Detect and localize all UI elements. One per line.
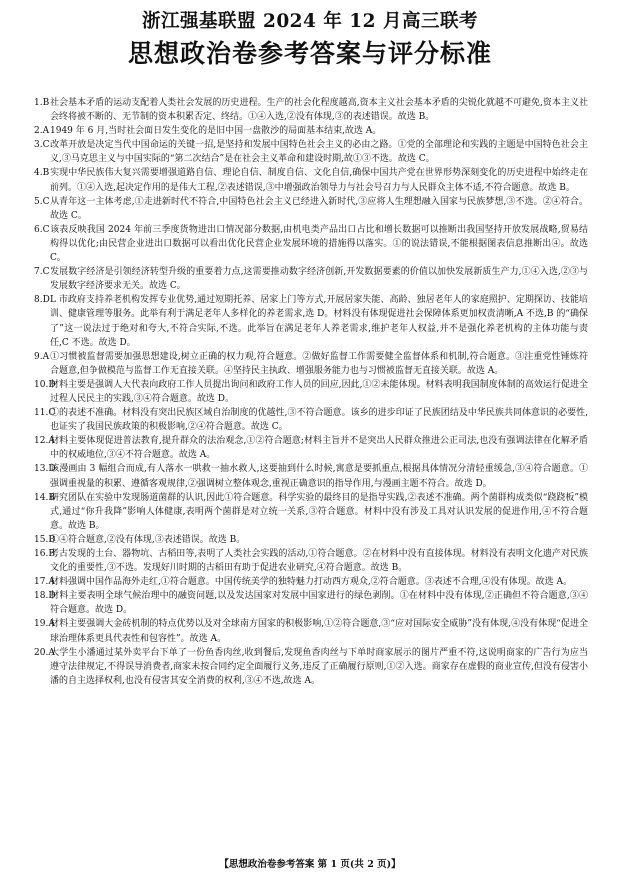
answer-explanation: 材料主要是强调人大代表向政府工作人员提出询问和政府工作人员的回应,因此,①②未能体现。材料表明我国制度体制的高效运行促进全过程人民民主的实践,③④符合题意。故选 D。	[50, 379, 588, 404]
answer-explanation: 社会基本矛盾的运动支配着人类社会发展的历史进程。生产的社会化程度越高,资本主义社会基本矛盾的尖锐化就越不可避免,资本主义社会终将被不断的、无节制的资本积累否定、终结。①④入选,②没有体现,③的表述错误。故选 B。	[50, 98, 588, 123]
answer-item	[34, 589, 588, 617]
answer-item	[34, 265, 588, 293]
answer-explanation: 改革开放是决定当代中国命运的关键一招,是坚持和发展中国特色社会主义的必由之路。①党的全部理论和实践的主题是中国特色社会主义,③马克思主义与中国实际的“第二次结合”是在社会主义革命和建设时期,故①③不选。故选 C。	[50, 140, 588, 165]
answer-number: 8.D	[34, 295, 50, 306]
answer-item	[34, 96, 588, 124]
answer-item	[34, 406, 588, 434]
answer-number: 7.C	[34, 267, 50, 278]
answer-explanation: 从青年这一主体考虑,①走进新时代不符合,中国特色社会主义已经进入新时代,③应将人生理想融入国家与民族梦想,③不选。②④符合。故选 C。	[50, 196, 588, 221]
answer-number: 1.B	[34, 98, 50, 108]
answer-number: 6.C	[34, 224, 50, 235]
answer-number: 12.A	[34, 436, 55, 447]
answer-number: 14.B	[34, 492, 55, 503]
answer-explanation: ①④符合题意,②没有体现,③表述错误。故选 B。	[50, 534, 246, 545]
answer-explanation: 1949 年 6 月,当时社会面日发生变化的是旧中国一盘散沙的局面基本结束,故选 A。	[50, 126, 382, 137]
answer-item	[34, 575, 588, 589]
answer-item	[34, 617, 588, 645]
answer-list	[34, 96, 588, 688]
answer-explanation: 材料强调中国作品海外走红,①符合题意。中国传统美学的独特魅力打动西方观众,②符合题意。③表述不合理,④没有体现。故选 A。	[50, 577, 572, 588]
answer-explanation: ①习惯被监督需要加强思想建设,树立正确的权力观,符合题意。②做好监督工作需要健全监督体系和机制,符合题意。③注重党性锤炼符合题意,但争做模范与监督工作无直接关联。④坚持民主执政、增强服务能力也与习惯被监督无直接关联。故选 A。	[50, 351, 588, 376]
answer-number: 3.C	[34, 140, 50, 151]
answer-number: 17.A	[34, 577, 55, 588]
answer-item	[34, 124, 588, 138]
answer-item	[34, 434, 588, 462]
answer-number: 19.A	[34, 619, 55, 630]
document-title: 思想政治卷参考答案与评分标准	[127, 39, 492, 68]
answer-number: 20.A	[34, 647, 55, 658]
answer-explanation: 材料主要体现促进普法教育,提升群众的法治观念,①②符合题意;材料主旨并不是突出人民群众推进公正司法,也没有强调法律在化解矛盾中的权威地位,③④不符合题意。故选 A。	[50, 436, 588, 461]
answer-explanation: 实现中华民族伟大复兴需要增强道路自信、理论自信、制度自信、文化自信,确保中国共产党在世界形势深刻变化的历史进程中始终走在前列。①④入选,起决定作用的是伟大工程,②表述错误,③中增强政治领导力与社会号召力与人民群众主体不适,不符合题意。故选 B。	[50, 168, 588, 193]
answer-item	[34, 547, 588, 575]
answer-item	[34, 533, 588, 547]
answer-item	[34, 350, 588, 378]
answer-number: 2.A	[34, 126, 50, 137]
page-footer: 【思想政治卷参考答案 第 1 页(共 2 页)】	[219, 859, 401, 870]
answer-explanation: 研究团队在实验中发现肠道菌群的认识,因此①符合题意。科学实验的最终目的是指导实践,②表述不准确。两个菌群构成类似“跷跷板”模式,通过“你升我降”影响人体健康,表明两个菌群是对立统一关系,③符合题意。材料中没有涉及工具对认识发展的促进作用,④不符合题意。故选 B。	[50, 492, 588, 531]
answer-explanation: ①的表述不准确。材料没有突出民族区域自治制度的优越性,③不符合题意。该乡的进步印证了民族团结及中华民族共同体意识的必要性,也证实了我国民族政策的积极影响,②④符合题意。故选 C。	[50, 408, 588, 433]
answer-number: 11.C	[34, 408, 56, 419]
answer-item	[34, 223, 588, 265]
answer-item	[34, 646, 588, 688]
answer-explanation: 材料主要表明全球气候治理中的融资问题,以及发达国家对发展中国家进行的绿色剥削。①在材料中没有体现,②正确但不符合题意,③④符合题意。故选 D。	[50, 591, 588, 616]
answer-explanation: 大学生小潘通过某外卖平台下单了一份鱼香肉丝,收到餐后,发现鱼香肉丝与下单时商家展示的图片严重不符,这说明商家的广告行为应当遵守法律规定,不得误导消费者,商家未按合同约定全面履行义务,违反了正确履行原则,①②入选。商家存在虚假的商业宣传,但没有侵害小潘的自主选择权利,也没有侵害其安全消费的权利,③④不选,故选 A。	[50, 647, 588, 686]
answer-number: 16.B	[34, 549, 55, 559]
answer-explanation: 材料主要强调大金砖机制的特点优势以及对全球南方国家的积极影响,①②符合题意,③“应对国际安全威胁”没有体现,④没有体现“促进全球治理体系更具代表性和包容性”。故选 A。	[50, 619, 588, 644]
answer-number: 9.A	[34, 351, 50, 362]
answer-item	[34, 462, 588, 490]
answer-item	[34, 166, 588, 194]
answer-item	[34, 491, 588, 533]
answer-item	[34, 293, 588, 349]
answer-number: 18.D	[34, 591, 56, 602]
exam-title: 浙江强基联盟 2024 年 12 月高三联考	[142, 11, 478, 32]
answer-item	[34, 195, 588, 223]
answer-number: 10.D	[34, 379, 56, 390]
answer-explanation: 该表反映我国 2024 年前三季度货物进出口情况部分数据,由机电类产品出口占比和增长数据可以推断出我国坚持开放发展战略,贸易结构得以优化;由民营企业进出口数据可以看出优化民营企业发展环境的措施得以落实。①的说法错误,不能根据图表信息推断出④。故选 C。	[50, 224, 588, 264]
answer-item	[34, 138, 588, 166]
answer-number: 13.D	[34, 464, 56, 475]
answer-number: 5.C	[34, 196, 50, 207]
answer-explanation: 该漫画由 3 幅组合而成,有人落水一哄救一抽水救人,这要抽到什么时候,寓意是要抓重点,根据具体情况分清轻重缓急,③④符合题意。①强调重视量的积累、遵循客观规律,②强调树立整体观念,重视正确意识的指导作用,与漫画主题不符合。故选 D。	[50, 464, 588, 489]
answer-number: 4.B	[34, 168, 50, 179]
answer-explanation: 发展数字经济是引领经济转型升级的重要着力点,这需要推动数字经济创新,开发数据要素的价值以加快发展新质生产力,①④入选,②③与发展数字经济要求无关。故选 C。	[50, 267, 588, 292]
answer-explanation: 考古发现的土台、器物坑、古稻田等,表明了人类社会实践的活动,①符合题意。②在材料中没有直接体现。材料没有表明文化遗产对民族文化的重要性,③不选。发现好川时期的古稻田有助于促进农业研究,④符合题意。故选 B。	[50, 549, 588, 574]
answer-explanation: L 市政府支持养老机构发挥专业优势,通过短期托养、居家上门等方式,开展居家失能、高龄、独居老年人的家庭照护、定期探访、技能培训、健康管理等服务。此举有利于满足老年人多样化的养老需求,选 D。材料没有体现促进社会保障体系更加权责清晰,A 不选,B 的“确保了”这一说法过于绝对和夸大,不符合实际,不选。此举旨在满足老年人养老需求,维护老年人权益,并不是强化养老机构的主体功能与责任,C 不选。故选 D。	[50, 295, 588, 348]
answer-number: 15.B	[34, 534, 55, 545]
answer-item	[34, 378, 588, 406]
